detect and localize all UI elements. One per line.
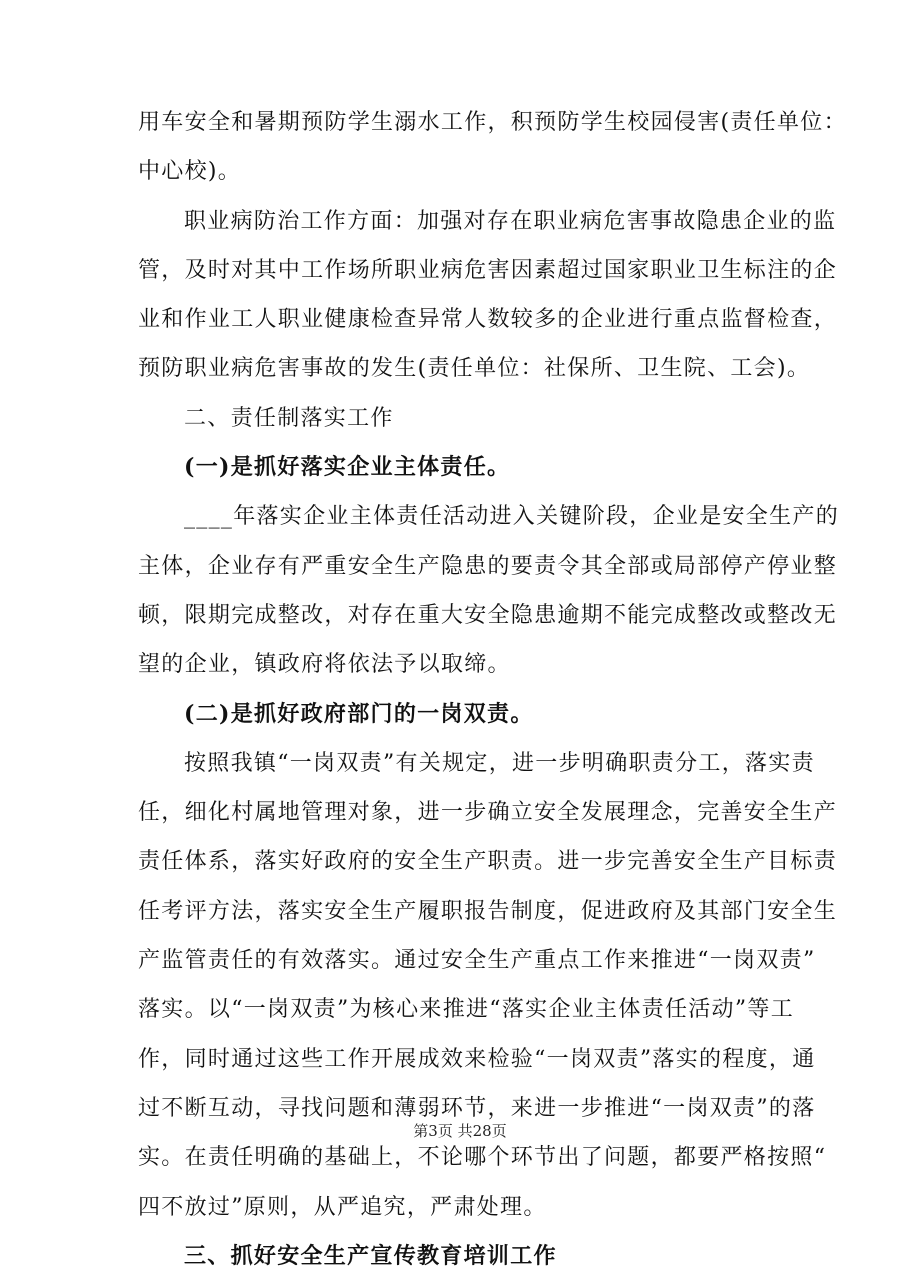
paragraph-line: ____年落实企业主体责任活动进入关键阶段，企业是安全生产的 [184,504,840,530]
subsection-heading: (一)是抓好落实企业主体责任。 [184,454,511,481]
document-body [138,98,847,1281]
page-number: 第3页 共28页 [413,1122,507,1140]
text-line: 用车安全和暑期预防学生溺水工作，积预防学生校园侵害(责任单位： [138,110,847,135]
paragraph-line: 职业病防治工作方面：加强对存在职业病危害事故隐患企业的监 [184,208,837,234]
text-line: 实。在责任明确的基础上，不论哪个环节出了问题，都要严格按照“ [138,1145,827,1171]
text-line: 主体，企业存有严重安全生产隐患的要责令其全部或局部停产停业整 [138,553,838,579]
text-line: 作，同时通过这些工作开展成效来检验“一岗双责”落实的程度，通 [138,1046,816,1072]
text-line: 业和作业工人职业健康检查异常人数较多的企业进行重点监督检查， [138,307,838,333]
text-line: 顿，限期完成整改，对存在重大安全隐患逾期不能完成整改或整改无 [138,602,838,628]
text-line: 管，及时对其中工作场所职业病危害因素超过国家职业卫生标注的企 [138,257,838,283]
subsection-heading: (二)是抓好政府部门的一岗双责。 [184,700,534,727]
text-line: 望的企业，镇政府将依法予以取缔。 [138,652,511,678]
section-heading: 三、抓好安全生产宣传教育培训工作 [184,1242,557,1269]
text-line: 责任体系，落实好政府的安全生产职责。进一步完善安全生产目标责 [138,849,838,875]
text-line: 过不断互动，寻找问题和薄弱环节，来进一步推进“一岗双责”的落 [138,1095,816,1121]
text-line: 产监管责任的有效落实。通过安全生产重点工作来推进“一岗双责” [138,948,816,974]
text-line: 中心校)。 [138,159,242,185]
text-line: 预防职业病危害事故的发生(责任单位：社保所、卫生院、工会)。 [138,356,811,382]
text-line: 落实。以“一岗双责”为核心来推进“落实企业主体责任活动”等工 [138,997,794,1023]
paragraph-line: 按照我镇“一岗双责”有关规定，进一步明确职责分工，落实责 [184,750,815,776]
section-heading: 二、责任制落实工作 [184,405,394,431]
text-line: 任考评方法，落实安全生产履职报告制度，促进政府及其部门安全生 [138,898,838,924]
text-line: 四不放过”原则，从严追究，严肃处理。 [138,1194,547,1220]
text-line: 任，细化村属地管理对象，进一步确立安全发展理念，完善安全生产 [138,800,838,826]
